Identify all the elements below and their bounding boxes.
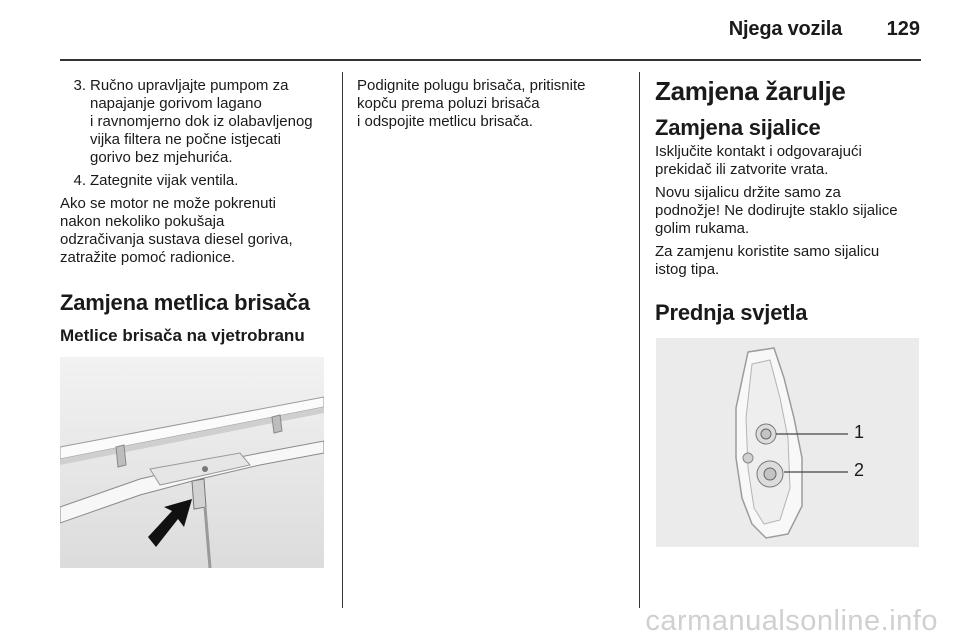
column-1 <box>60 77 330 346</box>
step-4 <box>60 172 330 190</box>
column-2 <box>357 77 627 136</box>
step-3 <box>60 77 330 167</box>
paragraph-1: Isključite kontakt i odgovarajući prekidač ili zatvorite vrata. <box>655 143 862 178</box>
column-3 <box>655 76 925 326</box>
section-heading: Zamjena žarulje <box>655 76 846 106</box>
step-number: 4. <box>73 172 86 189</box>
subsection-heading-2: Prednja svjetla <box>655 300 808 325</box>
page-number: 129 <box>886 18 920 40</box>
header-divider <box>60 59 921 61</box>
callout-1-label: 1 <box>854 422 865 442</box>
wiper-arm-illustration <box>60 357 324 568</box>
section-heading: Zamjena metlica brisača <box>60 290 310 315</box>
step-text: Ručno upravljajte pumpom za napajanje gorivom lagano i ravnomjerno dok iz olabavljenog vijka filtera ne počne istjecati gorivo bez mjehurića. <box>90 77 313 166</box>
column-divider-2 <box>639 72 640 608</box>
instruction-paragraph: Podignite polugu brisača, pritisnite kopču prema poluzi brisača i odspojite metlicu brisača. <box>357 77 586 130</box>
step-number: 3. <box>73 77 86 94</box>
paragraph-2: Novu sijalicu držite samo za podnožje! Ne dodirujte staklo sijalice golim rukama. <box>655 184 898 237</box>
step-text: Zategnite vijak ventila. <box>90 172 239 189</box>
subsection-heading: Metlice brisača na vjetrobranu <box>60 326 305 345</box>
paragraph-3: Za zamjenu koristite samo sijalicu istog tipa. <box>655 243 880 278</box>
column-divider-1 <box>342 72 343 608</box>
callout-2-label: 2 <box>854 460 865 480</box>
headlight-illustration <box>656 338 919 547</box>
subsection-heading: Zamjena sijalice <box>655 115 821 140</box>
watermark: carmanualsonline.info <box>645 605 938 637</box>
page-header-title: Njega vozila <box>728 18 842 40</box>
note-paragraph: Ako se motor ne može pokrenuti nakon nekoliko pokušaja odzračivanja sustava diesel goriva, zatražite pomoć radionice. <box>60 195 293 266</box>
